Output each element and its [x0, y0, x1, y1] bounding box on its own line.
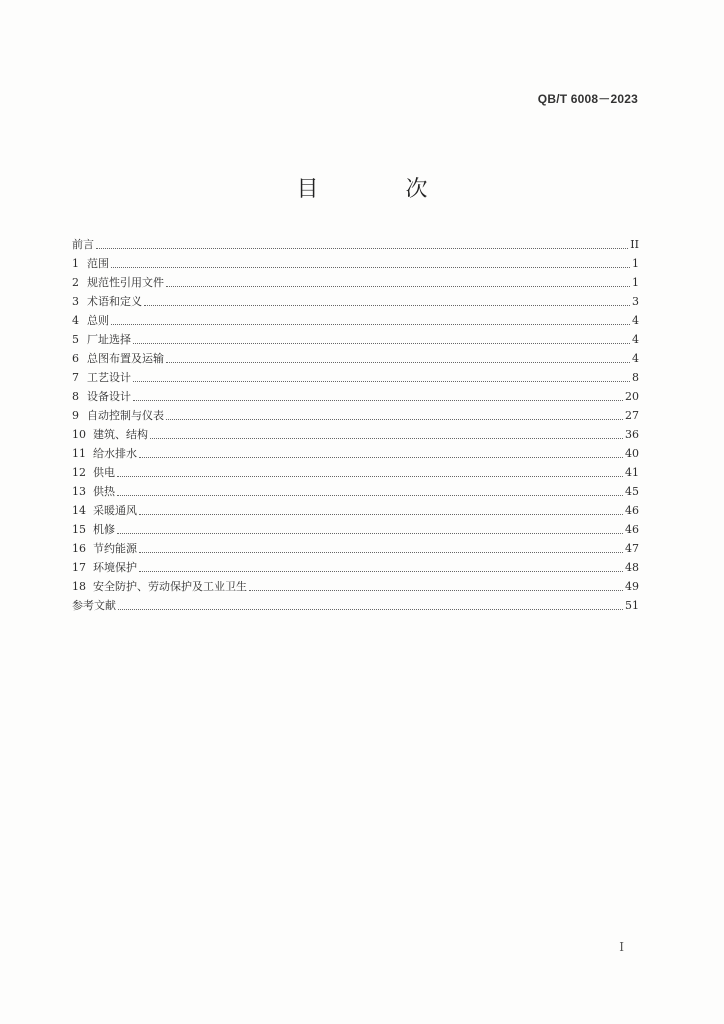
- toc-entry-number: 7: [72, 371, 79, 384]
- toc-entry-page: II: [630, 238, 639, 251]
- toc-entry-page: 4: [632, 352, 639, 365]
- toc-dot-leader: [117, 475, 623, 477]
- toc-entry[interactable]: [72, 499, 639, 518]
- toc-dot-leader: [111, 266, 630, 268]
- toc-entry[interactable]: [72, 328, 639, 347]
- toc-entry-number: 13: [72, 485, 86, 498]
- toc-entry-label: 供电: [93, 466, 115, 479]
- toc-entry[interactable]: [72, 366, 639, 385]
- toc-entry[interactable]: [72, 290, 639, 309]
- toc-entry-page: 20: [625, 390, 639, 403]
- table-of-contents: [72, 233, 639, 613]
- toc-entry-number: 5: [72, 333, 79, 346]
- toc-entry-label: 机修: [93, 523, 115, 536]
- toc-dot-leader: [118, 608, 623, 610]
- toc-entry-number: 10: [72, 428, 86, 441]
- toc-entry-label: 总图布置及运输: [87, 352, 164, 365]
- toc-dot-leader: [150, 437, 623, 439]
- toc-entry[interactable]: [72, 252, 639, 271]
- toc-entry-page: 3: [632, 295, 639, 308]
- toc-dot-leader: [133, 399, 623, 401]
- toc-entry-page: 4: [632, 333, 639, 346]
- toc-entry-label: 参考文献: [72, 599, 116, 612]
- toc-entry-number: 14: [72, 504, 86, 517]
- toc-entry-page: 46: [625, 504, 639, 517]
- toc-entry-page: 49: [625, 580, 639, 593]
- toc-entry-number: 12: [72, 466, 86, 479]
- toc-entry-page: 27: [625, 409, 639, 422]
- toc-entry[interactable]: [72, 309, 639, 328]
- toc-entry[interactable]: [72, 423, 639, 442]
- toc-entry-label: 总则: [87, 314, 109, 327]
- toc-entry-page: 1: [632, 276, 639, 289]
- toc-entry-number: 15: [72, 523, 86, 536]
- toc-entry[interactable]: [72, 575, 639, 594]
- toc-entry-label: 工艺设计: [87, 371, 131, 384]
- toc-entry-number: 11: [72, 447, 86, 460]
- toc-entry-label: 给水排水: [93, 447, 137, 460]
- toc-dot-leader: [133, 380, 630, 382]
- toc-entry-page: 36: [625, 428, 639, 441]
- toc-dot-leader: [139, 513, 623, 515]
- toc-entry[interactable]: [72, 233, 639, 252]
- toc-entry-page: 51: [625, 599, 639, 612]
- toc-entry-number: 1: [72, 257, 79, 270]
- toc-entry[interactable]: [72, 518, 639, 537]
- toc-entry[interactable]: [72, 594, 639, 613]
- toc-entry-label: 安全防护、劳动保护及工业卫生: [93, 580, 247, 593]
- toc-dot-leader: [249, 589, 623, 591]
- toc-entry-page: 1: [632, 257, 639, 270]
- toc-dot-leader: [166, 418, 623, 420]
- toc-dot-leader: [139, 551, 623, 553]
- toc-entry-label: 节约能源: [93, 542, 137, 555]
- toc-entry-number: 3: [72, 295, 79, 308]
- toc-entry[interactable]: [72, 556, 639, 575]
- toc-entry[interactable]: [72, 537, 639, 556]
- toc-entry-label: 术语和定义: [87, 295, 142, 308]
- toc-entry-page: 46: [625, 523, 639, 536]
- toc-entry-label: 建筑、结构: [93, 428, 148, 441]
- toc-dot-leader: [144, 304, 630, 306]
- toc-entry-number: 17: [72, 561, 86, 574]
- toc-entry-page: 8: [632, 371, 639, 384]
- toc-entry[interactable]: [72, 480, 639, 499]
- toc-entry-number: 4: [72, 314, 79, 327]
- toc-dot-leader: [111, 323, 630, 325]
- toc-entry-page: 47: [625, 542, 639, 555]
- toc-dot-leader: [96, 247, 628, 249]
- toc-entry-page: 45: [625, 485, 639, 498]
- toc-dot-leader: [117, 532, 623, 534]
- toc-entry-label: 厂址选择: [87, 333, 131, 346]
- toc-entry-page: 48: [625, 561, 639, 574]
- toc-entry-label: 规范性引用文件: [87, 276, 164, 289]
- toc-entry-number: 9: [72, 409, 79, 422]
- toc-entry[interactable]: [72, 442, 639, 461]
- toc-entry[interactable]: [72, 347, 639, 366]
- toc-entry-label: 环境保护: [93, 561, 137, 574]
- toc-entry-label: 采暖通风: [93, 504, 137, 517]
- toc-entry-number: 8: [72, 390, 79, 403]
- toc-entry-number: 2: [72, 276, 79, 289]
- toc-entry-label: 自动控制与仪表: [87, 409, 164, 422]
- toc-entry-page: 41: [625, 466, 639, 479]
- toc-entry-label: 供热: [93, 485, 115, 498]
- toc-dot-leader: [139, 456, 623, 458]
- toc-entry[interactable]: [72, 461, 639, 480]
- toc-entry-page: 40: [625, 447, 639, 460]
- page-title: 目 次: [296, 177, 468, 202]
- toc-entry-label: 设备设计: [87, 390, 131, 403]
- page-number: I: [619, 940, 624, 954]
- toc-dot-leader: [117, 494, 623, 496]
- toc-dot-leader: [166, 361, 630, 363]
- toc-dot-leader: [139, 570, 623, 572]
- standard-code: QB/T 6008－2023: [537, 92, 638, 106]
- toc-entry[interactable]: [72, 385, 639, 404]
- toc-dot-leader: [166, 285, 630, 287]
- toc-entry[interactable]: [72, 404, 639, 423]
- toc-entry[interactable]: [72, 271, 639, 290]
- toc-entry-number: 16: [72, 542, 86, 555]
- toc-entry-page: 4: [632, 314, 639, 327]
- toc-entry-number: 6: [72, 352, 79, 365]
- toc-entry-label: 前言: [72, 238, 94, 251]
- toc-entry-number: 18: [72, 580, 86, 593]
- toc-dot-leader: [133, 342, 630, 344]
- toc-entry-label: 范围: [87, 257, 109, 270]
